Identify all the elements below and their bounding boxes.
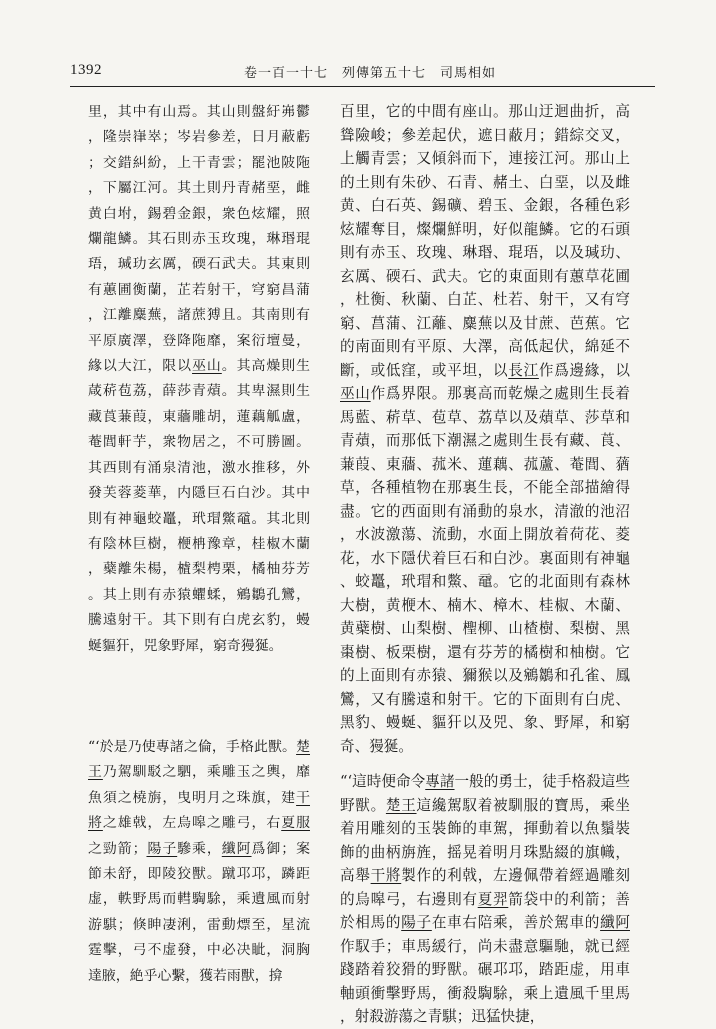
proper-name-underline: 夏羿 (477, 890, 509, 908)
proper-name-underline: 夏服 (281, 815, 310, 832)
text-run: 百里，它的中間有座山。那山迂迴曲折，高聳險峻；參差起伏，遮日蔽月；錯綜交叉，上觸青雲；又傾斜而下，連接江河。那山上的土則有朱砂、石青、赭土、白堊，以及雌黄、白石英、錫礦、碧玉、金銀，各種色彩炫耀奪目，燦爛鮮明，好似龍鱗。它的石頭則有赤玉、玫瑰、琳瑉、琨珸，以及瑊玏、玄厲、碝石、武夫。它的東面則有蕙草花圃，杜衡、秋蘭、白芷、杜若、射干，又有穹窮、菖蒲、江蘺、麋蕪以及甘蔗、芭蕉。它的南面則有平原、大澤，高低起伏，綿延不斷，或低窪，或平坦，以 (340, 103, 630, 379)
classical-paragraph-2 (88, 735, 310, 989)
text-run: 箭袋中的利箭；善於相馬的 (340, 890, 630, 931)
text-run: 乃駕馴駁之駟，乘雕玉之輿，靡魚須之橈旃，曳明月之珠旗，建 (88, 764, 310, 806)
proper-name-underline: 楚王 (385, 796, 417, 814)
classical-text-column (88, 100, 310, 989)
classical-paragraph-1 (88, 100, 310, 659)
proper-name-underline: 專諸 (425, 773, 455, 790)
proper-name-underline: 楚王 (88, 738, 310, 781)
text-run: 作爲界限。那裏高而乾燥之處則生長着馬藍、菥草、苞草、荔草以及薠草、莎草和青薠，而那低下潮濕之處則生長有藏、莨、蒹葭、東蘠、菰米、蓮藕、菰蘆、菴閭、蕕草，各種植物在那裏生長，不能全部描繪得盡。它的西面則有涌動的泉水，清澈的池沼，水波激蕩、流動，水面上開放着荷花、菱花，水下隱伏着巨石和白沙。裏面則有神龜、蛟鼉，玳瑁和鱉、黿。它的北面則有森林大樹，黄楩木、楠木、樟木、桂椒、木蘭、黄蘗樹、山梨樹、檉柳、山楂樹、梨樹、黑棗樹、板栗樹，還有芬芳的橘樹和柚樹。它的上面則有赤猿、獮猴以及鵷鶵和孔雀、鳳鸞，又有騰遠和射干。它的下面則有白虎、黑豹、蟃蜒、貙犴以及兕、象、野犀，和窮奇、獌狿。 (340, 385, 630, 755)
proper-name-underline: 纖阿 (221, 840, 252, 857)
text-run: 作馭手；車馬緩行，尚未盡意驅馳，就已經踐踏着狡猾的野獸。碾邛邛，踏距虚，用車軸頭衝擊野馬，衝殺騊駼，乘上遺風千里馬，射殺游蕩之青騏；迅猛快捷， (340, 937, 630, 1025)
text-run: 之勁箭； (88, 840, 147, 857)
translation-paragraph-1 (340, 100, 630, 758)
text-run: 作爲邊緣，以 (538, 361, 630, 379)
translation-text-column (340, 100, 630, 1029)
proper-name-underline: 干將 (370, 867, 402, 884)
text-run: “‘於是乃使專諸之倫，手格此獸。 (88, 738, 297, 755)
text-run: 驂乘， (177, 840, 222, 857)
text-run: 爲御；案節未舒，即陵狡獸。蹴邛邛，蹸距虚，軼野馬而轊騊駼，乘遺風而射游騏；倏眒凄浰，雷動熛至，星流霆擊，弓不虚發，中必决眦，洞胸達腋，絶乎心繫，獲若雨獸，揜 (88, 840, 310, 984)
proper-name-underline: 巫山 (340, 385, 371, 402)
proper-name-underline: 陽子 (146, 840, 178, 857)
text-run: 製作的利戟，左邊佩帶着經過雕刻的烏嗥弓，右邊則有 (340, 867, 630, 908)
proper-name-underline: 長江 (508, 361, 539, 379)
proper-name-underline: 纖阿 (600, 914, 630, 931)
text-run: “‘這時便命令 (340, 773, 426, 790)
proper-name-underline: 巫山 (192, 358, 222, 375)
proper-name-underline: 陽子 (401, 914, 432, 931)
proper-name-underline: 干將 (88, 789, 310, 832)
text-run: 一般的勇士，徒手格殺這些野獸。 (340, 773, 630, 814)
text-run: 這纔駕馭着被馴服的寶馬，乘坐着用雕刻的玉裝飾的車駕，揮動着以魚鬚裝飾的曲柄旃旌，摇晃着明月珠點綴的旗幟，高舉 (340, 796, 630, 884)
page-header (70, 62, 655, 86)
header-rule (70, 86, 655, 87)
text-run: 。其高燥則生葴菥苞荔，薛莎青薠。其卑濕則生藏莨蒹葭，東蘠雕胡，蓮藕觚盧，菴閭軒芋，衆物居之，不可勝圖。其西則有涌泉清池，激水推移，外發芙蓉菱華，内隱巨石白沙。其中則有神龜蛟鼉，玳瑁鱉黿。其北則有陰林巨樹，楩柟豫章，桂椒木蘭，蘗離朱楊，樝梨梬栗，橘柚芬芳。其上則有赤猿蠷蝚，鵷鶵孔鸞，騰遠射干。其下則有白虎玄豹，蟃蜒貙犴，兕象野犀，窮奇獌狿。 (88, 358, 310, 654)
text-run: 之雄戟，左烏嗥之雕弓，右 (102, 815, 282, 832)
text-run: 里，其中有山焉。其山則盤紆岪鬱，隆崇嵂崒；岑岩參差，日月蔽虧；交錯糾紛，上干青雲；罷池陂陁，下屬江河。其土則丹青赭堊，雌黄白坿，錫碧金銀，衆色炫耀，照爛龍鱗。其石則赤玉玫瑰，琳瑉琨珸，瑊玏玄厲，碝石武夫。其東則有蕙圃衡蘭，芷若射干，穹窮昌蒲，江離麋蕪，諸蔗猼且。其南則有平原廣澤，登降陁靡，案衍壇曼，緣以大江，限以 (88, 104, 310, 375)
running-title: 卷一百一十七 列傳第五十七 司馬相如 (244, 66, 497, 81)
page-number: 1392 (70, 62, 102, 78)
text-run: 在車右陪乘，善於駕車的 (431, 914, 601, 931)
translation-paragraph-2 (340, 770, 630, 1029)
